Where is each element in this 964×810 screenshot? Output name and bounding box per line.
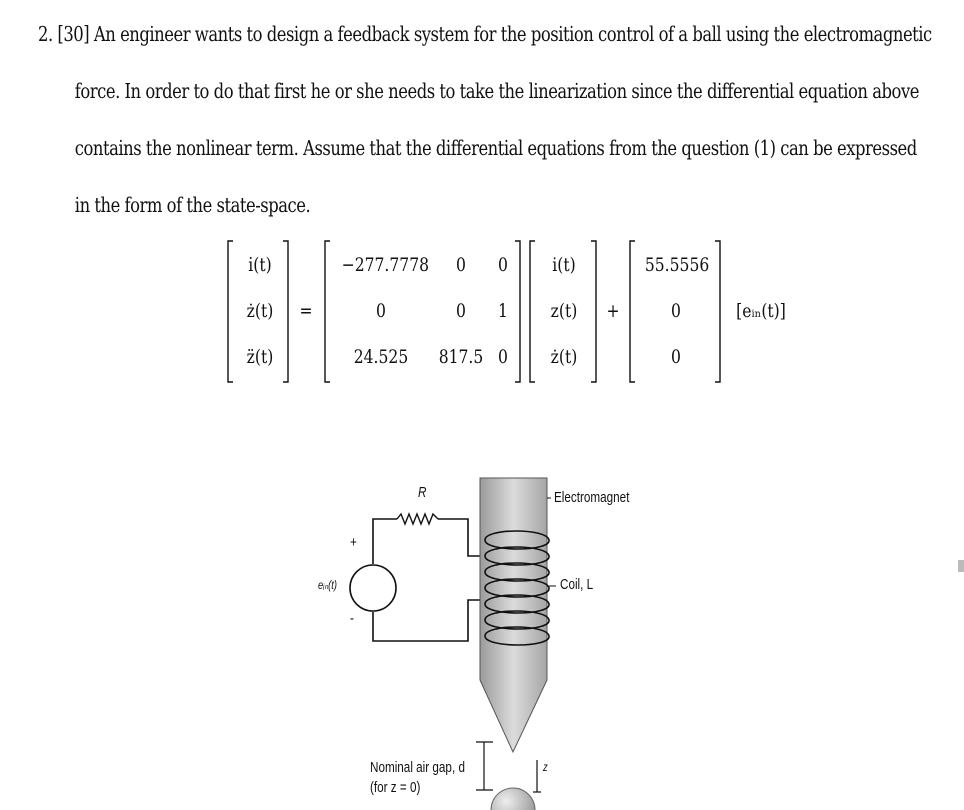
input-vector: [eᵢₙ(t)]	[736, 300, 786, 322]
x-row-2: z(t)	[550, 300, 578, 322]
problem-line-3: contains the nonlinear term. Assume that the differential equations from the question (1) can be expressed	[74, 136, 917, 160]
plus-terminal: +	[350, 534, 357, 551]
scrollbar-thumb[interactable]	[958, 560, 964, 572]
x-row-1: i(t)	[552, 254, 576, 276]
x-row-3: ż(t)	[550, 346, 578, 368]
plus-sign: +	[606, 300, 620, 322]
electromagnet-label: Electromagnet	[554, 489, 630, 506]
a-row1-col3: 0	[498, 254, 508, 276]
resistor	[397, 514, 438, 524]
z-axis-arrow	[533, 760, 541, 792]
problem-line-2: force. In order to do that first he or she needs to take the linearization since the differential equation above	[74, 79, 919, 103]
a-row2-col2: 0	[456, 300, 466, 322]
air-gap-dimension	[476, 742, 493, 790]
b-row-2: 0	[671, 300, 681, 322]
a-row2-col1: 0	[376, 300, 386, 322]
resistor-label: R	[418, 484, 427, 501]
a-row1-col2: 0	[456, 254, 466, 276]
lhs-row-2: ż(t)	[246, 300, 274, 322]
a-row3-col3: 0	[498, 346, 508, 368]
a-row2-col3: 1	[498, 300, 508, 322]
air-gap-label-line-2: (for z = 0)	[370, 779, 421, 796]
lhs-row-3: z̈(t)	[246, 346, 274, 368]
z-axis-label: z	[543, 760, 548, 774]
voltage-source	[350, 565, 396, 611]
b-row-1: 55.5556	[644, 254, 710, 276]
problem-line-1: 2. [30] An engineer wants to design a feedback system for the position control of a ball using the electromagnetic	[38, 22, 932, 46]
b-row-3: 0	[671, 346, 681, 368]
equals-sign: =	[299, 300, 313, 322]
problem-line-4: in the form of the state-space.	[74, 193, 311, 217]
air-gap-label-line-1: Nominal air gap, d	[370, 759, 465, 776]
a-row3-col1: 24.525	[353, 346, 409, 368]
ball	[491, 788, 535, 810]
minus-terminal: -	[350, 610, 354, 627]
source-label: eᵢₙ(t)	[318, 578, 337, 592]
a-row3-col2: 817.5	[438, 346, 484, 368]
a-row1-col1: −277.7778	[341, 254, 430, 276]
lhs-row-1: i̇(t)	[248, 254, 272, 276]
coil-label: Coil, L	[560, 576, 594, 593]
